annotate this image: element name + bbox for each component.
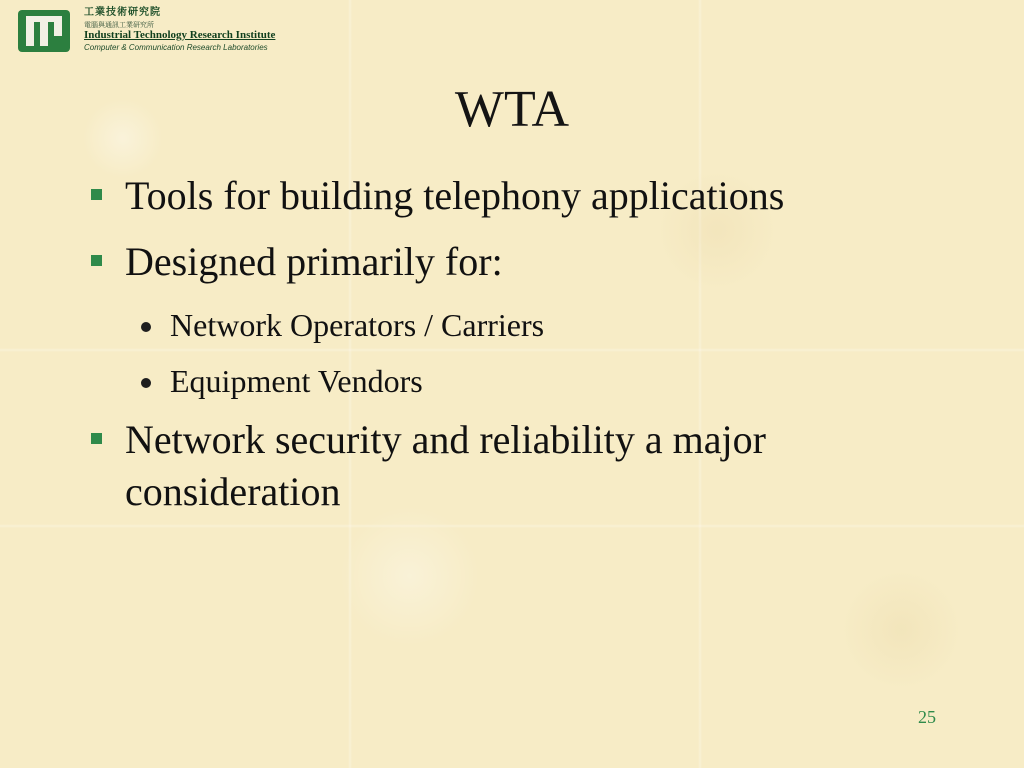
dept-name-cn: 電腦與通訊工業研究所 <box>84 21 154 29</box>
page-number: 25 <box>918 707 936 727</box>
org-name-cn: 工業技術研究院 <box>84 7 161 18</box>
square-bullet-icon <box>91 433 102 444</box>
org-name-en: Industrial Technology Research Institute <box>84 29 276 41</box>
bullet-text: Network security and reliability a major consideration <box>125 417 766 514</box>
itri-logo-icon <box>18 10 70 52</box>
bullet-list <box>88 170 968 532</box>
square-bullet-icon <box>91 189 102 200</box>
sub-bullet-item <box>88 302 968 348</box>
institute-name-text <box>84 8 275 52</box>
dept-name-en: Computer & Communication Research Laboratories <box>84 43 268 52</box>
dot-bullet-icon <box>141 322 151 332</box>
slide-title: WTA <box>454 81 570 138</box>
bullet-item <box>88 236 968 288</box>
bullet-text: Tools for building telephony applications <box>125 173 785 218</box>
bullet-item <box>88 170 968 222</box>
institute-logo-block <box>18 8 275 56</box>
bullet-text: Designed primarily for: <box>125 239 503 284</box>
sub-bullet-text: Equipment Vendors <box>170 363 423 399</box>
dot-bullet-icon <box>141 378 151 388</box>
sub-bullet-text: Network Operators / Carriers <box>170 307 545 343</box>
sub-bullet-item <box>88 358 968 404</box>
bullet-item <box>88 414 968 518</box>
square-bullet-icon <box>91 255 102 266</box>
